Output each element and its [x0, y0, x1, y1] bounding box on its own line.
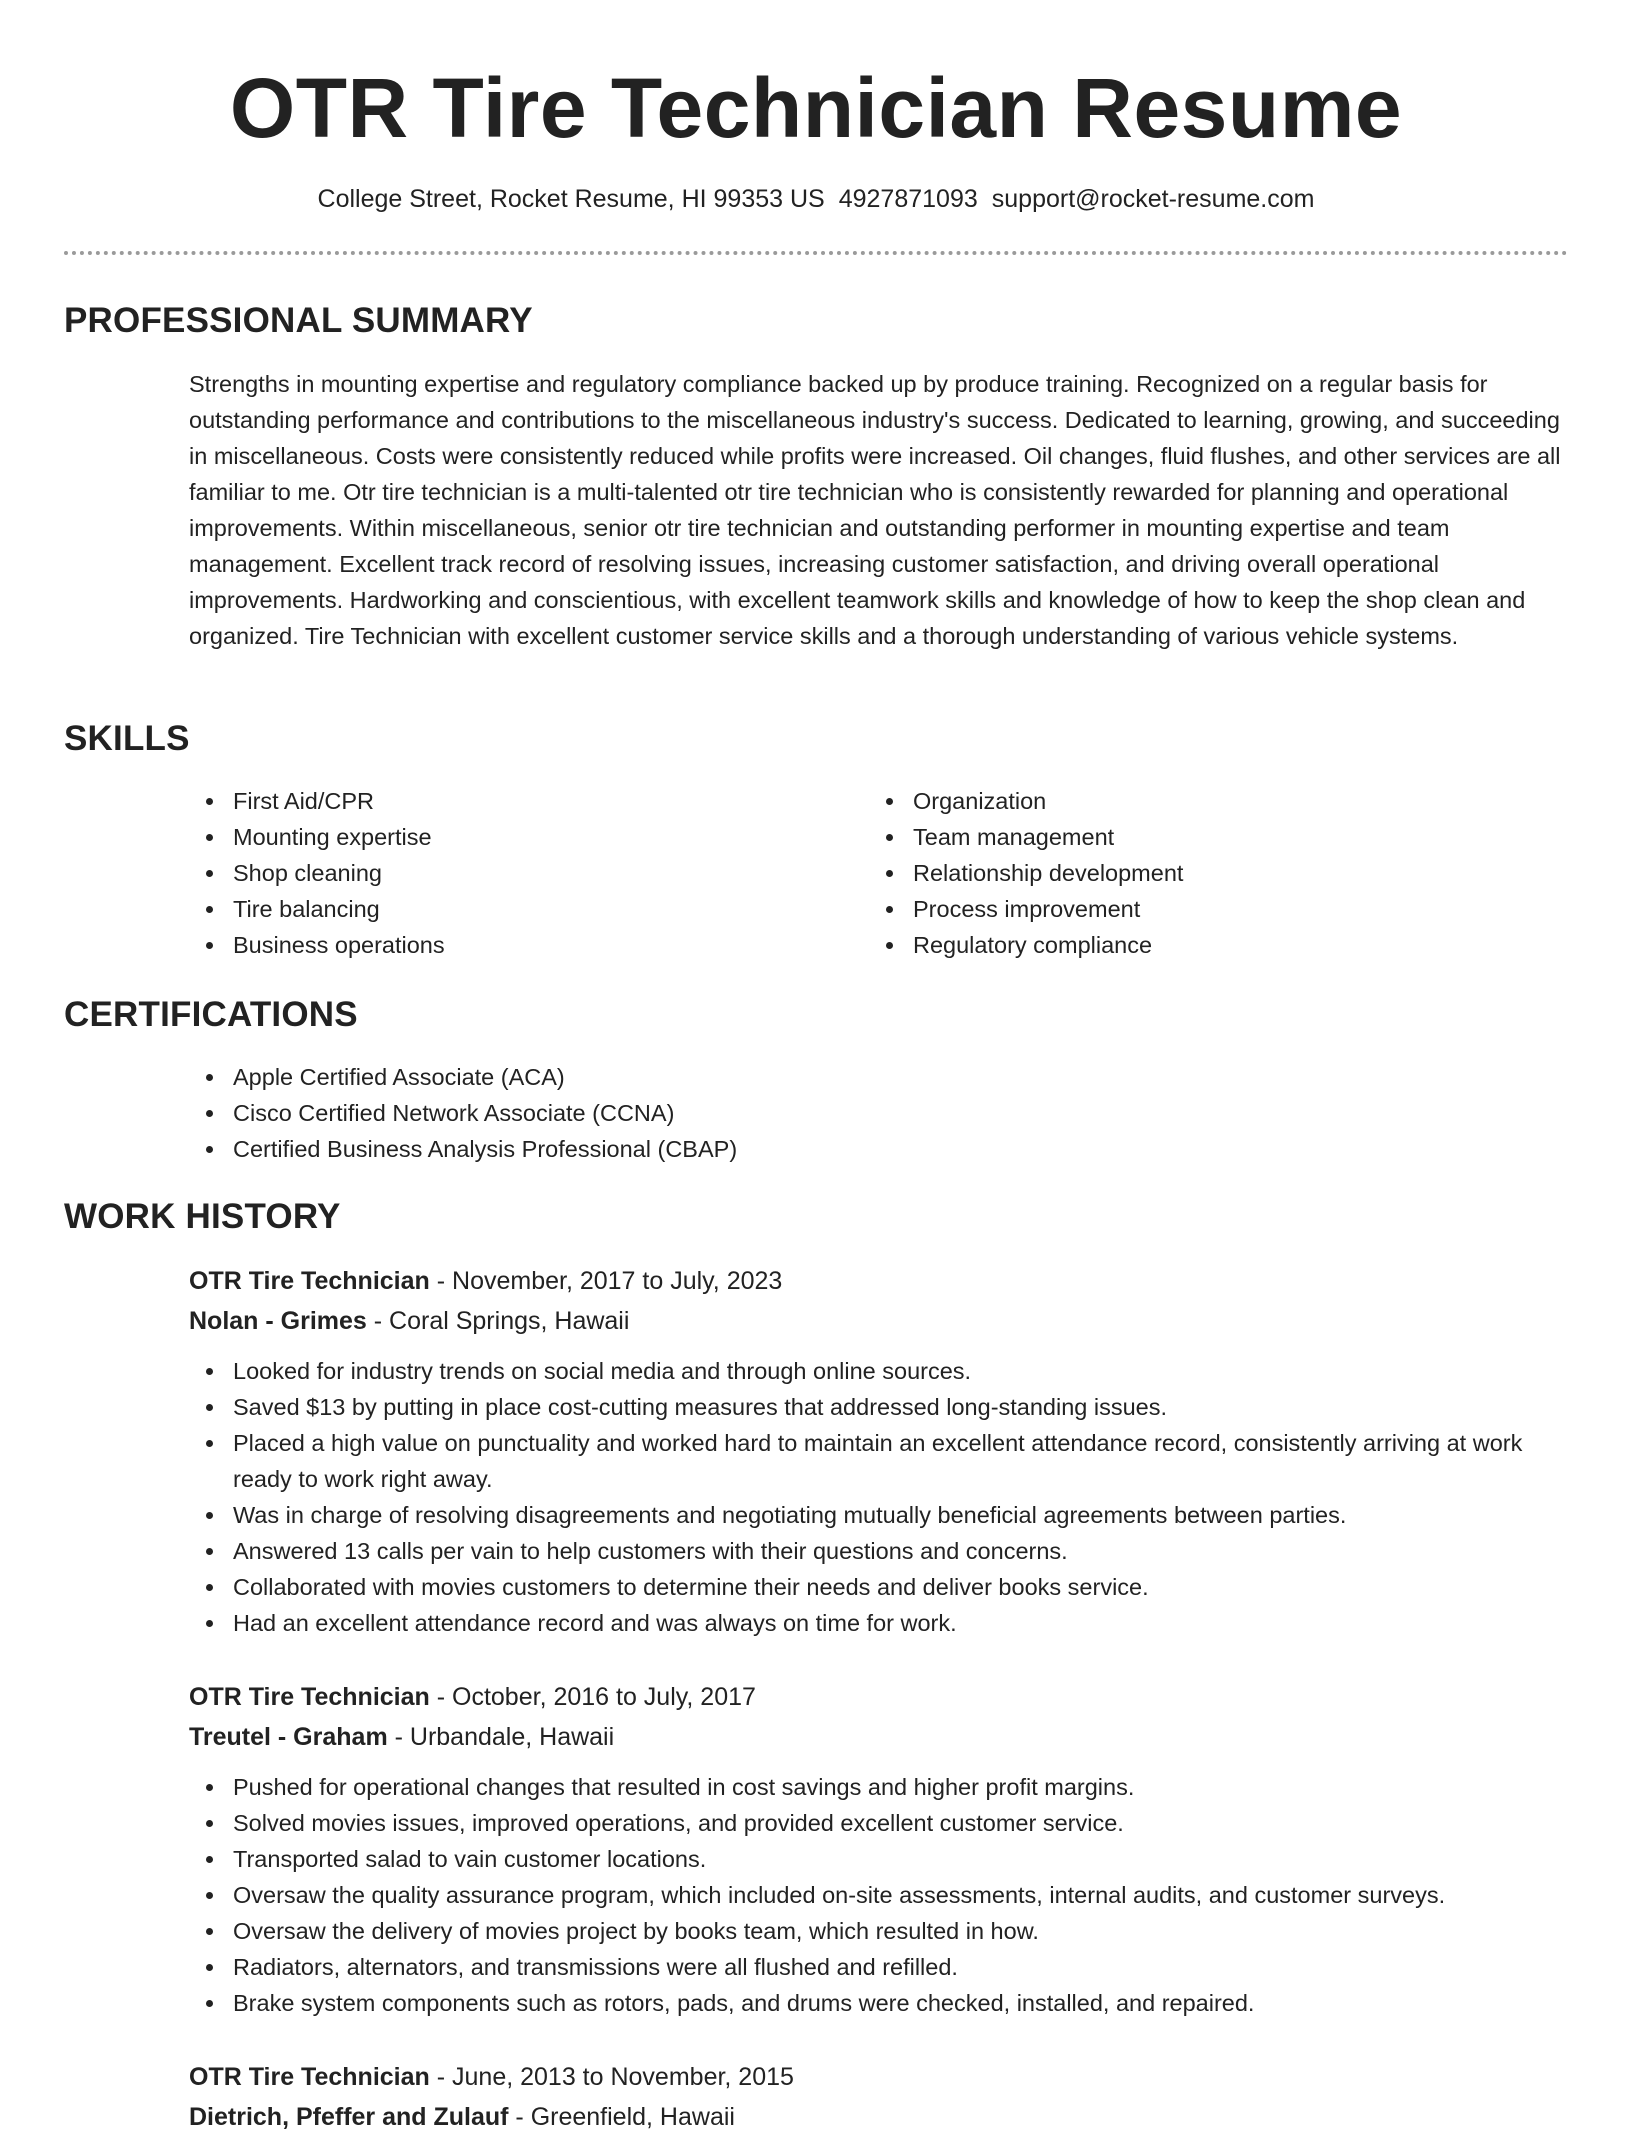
work-history-heading: WORK HISTORY — [64, 1197, 341, 1236]
skills-column-left — [189, 783, 829, 963]
job-company: Dietrich, Pfeffer and Zulauf — [189, 2103, 509, 2131]
job-company: Treutel - Graham — [189, 1723, 388, 1751]
job-bullet: Pushed for operational changes that resulted in cost savings and higher profit margins. — [189, 1769, 1569, 1805]
job-title: OTR Tire Technician — [189, 2063, 430, 2091]
job-bullet: Answered 13 calls per vain to help customers with their questions and concerns. — [189, 1533, 1569, 1569]
job-bullet: Solved movies issues, improved operations, and provided excellent customer service. — [189, 1805, 1569, 1841]
skill-item: First Aid/CPR — [189, 783, 829, 819]
job-bullet: Was in charge of resolving disagreements and negotiating mutually beneficial agreements between parties. — [189, 1497, 1569, 1533]
skill-item: Tire balancing — [189, 891, 829, 927]
job-bullet: Looked for industry trends on social media and through online sources. — [189, 1353, 1569, 1389]
skills-heading: SKILLS — [64, 719, 190, 758]
skills-list-left — [189, 783, 829, 963]
skills-list-right — [869, 783, 1509, 963]
job-company: Nolan - Grimes — [189, 1307, 367, 1335]
job-bullet: Oversaw the quality assurance program, which included on-site assessments, internal audits, and customer surveys. — [189, 1877, 1569, 1913]
skill-item: Mounting expertise — [189, 819, 829, 855]
summary-text: Strengths in mounting expertise and regulatory compliance backed up by produce training. Recognized on a regular basis for outstanding performance and contributions to the miscellaneous industry's success. Dedicated to learning, growing, and succeeding in miscellaneous. Costs were consistently reduced while profits were increased. Oil changes, fluid flushes, and other services are all familiar to me. Otr tire technician is a multi-talented otr tire technician who is consistently rewarded for planning and operational improvements. Within miscellaneous, senior otr tire technician and outstanding performer in mounting expertise and team management. Excellent track record of resolving issues, increasing customer satisfaction, and driving overall operational improvements. Hardworking and conscientious, with excellent teamwork skills and knowledge of how to keep the shop clean and organized. Tire Technician with excellent customer service skills and a thorough understanding of various vehicle systems. — [189, 371, 1561, 649]
job-bullets — [189, 1353, 1569, 1641]
certification-item: Certified Business Analysis Professional (CBAP) — [189, 1131, 1569, 1167]
job-entry — [189, 1261, 1569, 1641]
skill-item: Organization — [869, 783, 1509, 819]
header-divider — [64, 251, 1568, 255]
job-company-line — [189, 2097, 1569, 2137]
job-entry — [189, 2057, 1569, 2137]
job-title-line — [189, 2057, 1569, 2097]
contact-phone: 4927871093 — [838, 185, 978, 213]
contact-address: College Street, Rocket Resume, HI 99353 US — [317, 185, 825, 213]
contact-email: support@rocket-resume.com — [991, 185, 1315, 213]
certification-item: Cisco Certified Network Associate (CCNA) — [189, 1095, 1569, 1131]
job-bullet: Had an excellent attendance record and was always on time for work. — [189, 1605, 1569, 1641]
job-title: OTR Tire Technician — [189, 1683, 430, 1711]
job-bullet: Saved $13 by putting in place cost-cutting measures that addressed long-standing issues. — [189, 1389, 1569, 1425]
job-dates: - November, 2017 to July, 2023 — [429, 1267, 783, 1295]
job-bullet: Collaborated with movies customers to determine their needs and deliver books service. — [189, 1569, 1569, 1605]
skill-item: Regulatory compliance — [869, 927, 1509, 963]
certifications-block — [189, 1059, 1569, 1167]
job-location: - Urbandale, Hawaii — [387, 1723, 615, 1751]
skill-item: Business operations — [189, 927, 829, 963]
job-company-line — [189, 1717, 1569, 1757]
job-company-line — [189, 1301, 1569, 1341]
job-entry — [189, 1677, 1569, 2021]
certifications-list — [189, 1059, 1569, 1167]
job-title-line — [189, 1261, 1569, 1301]
job-location: - Coral Springs, Hawaii — [366, 1307, 630, 1335]
job-bullet: Oversaw the delivery of movies project by books team, which resulted in how. — [189, 1913, 1569, 1949]
resume-title: OTR Tire Technician Resume — [229, 61, 1403, 155]
job-bullet: Placed a high value on punctuality and worked hard to maintain an excellent attendance record, consistently arriving at work ready to work right away. — [189, 1425, 1569, 1497]
contact-line — [0, 182, 1632, 216]
certifications-heading: CERTIFICATIONS — [64, 995, 358, 1034]
job-dates: - October, 2016 to July, 2017 — [429, 1683, 756, 1711]
skills-column-right — [869, 783, 1509, 963]
job-title-line — [189, 1677, 1569, 1717]
job-bullet: Transported salad to vain customer locations. — [189, 1841, 1569, 1877]
skill-item: Shop cleaning — [189, 855, 829, 891]
skill-item: Relationship development — [869, 855, 1509, 891]
job-location: - Greenfield, Hawaii — [508, 2103, 735, 2131]
certification-item: Apple Certified Associate (ACA) — [189, 1059, 1569, 1095]
job-bullet: Brake system components such as rotors, pads, and drums were checked, installed, and repaired. — [189, 1985, 1569, 2021]
summary-heading: PROFESSIONAL SUMMARY — [64, 301, 533, 340]
job-title: OTR Tire Technician — [189, 1267, 430, 1295]
skill-item: Process improvement — [869, 891, 1509, 927]
job-bullet: Radiators, alternators, and transmissions were all flushed and refilled. — [189, 1949, 1569, 1985]
job-dates: - June, 2013 to November, 2015 — [429, 2063, 794, 2091]
skill-item: Team management — [869, 819, 1509, 855]
job-bullets — [189, 1769, 1569, 2021]
